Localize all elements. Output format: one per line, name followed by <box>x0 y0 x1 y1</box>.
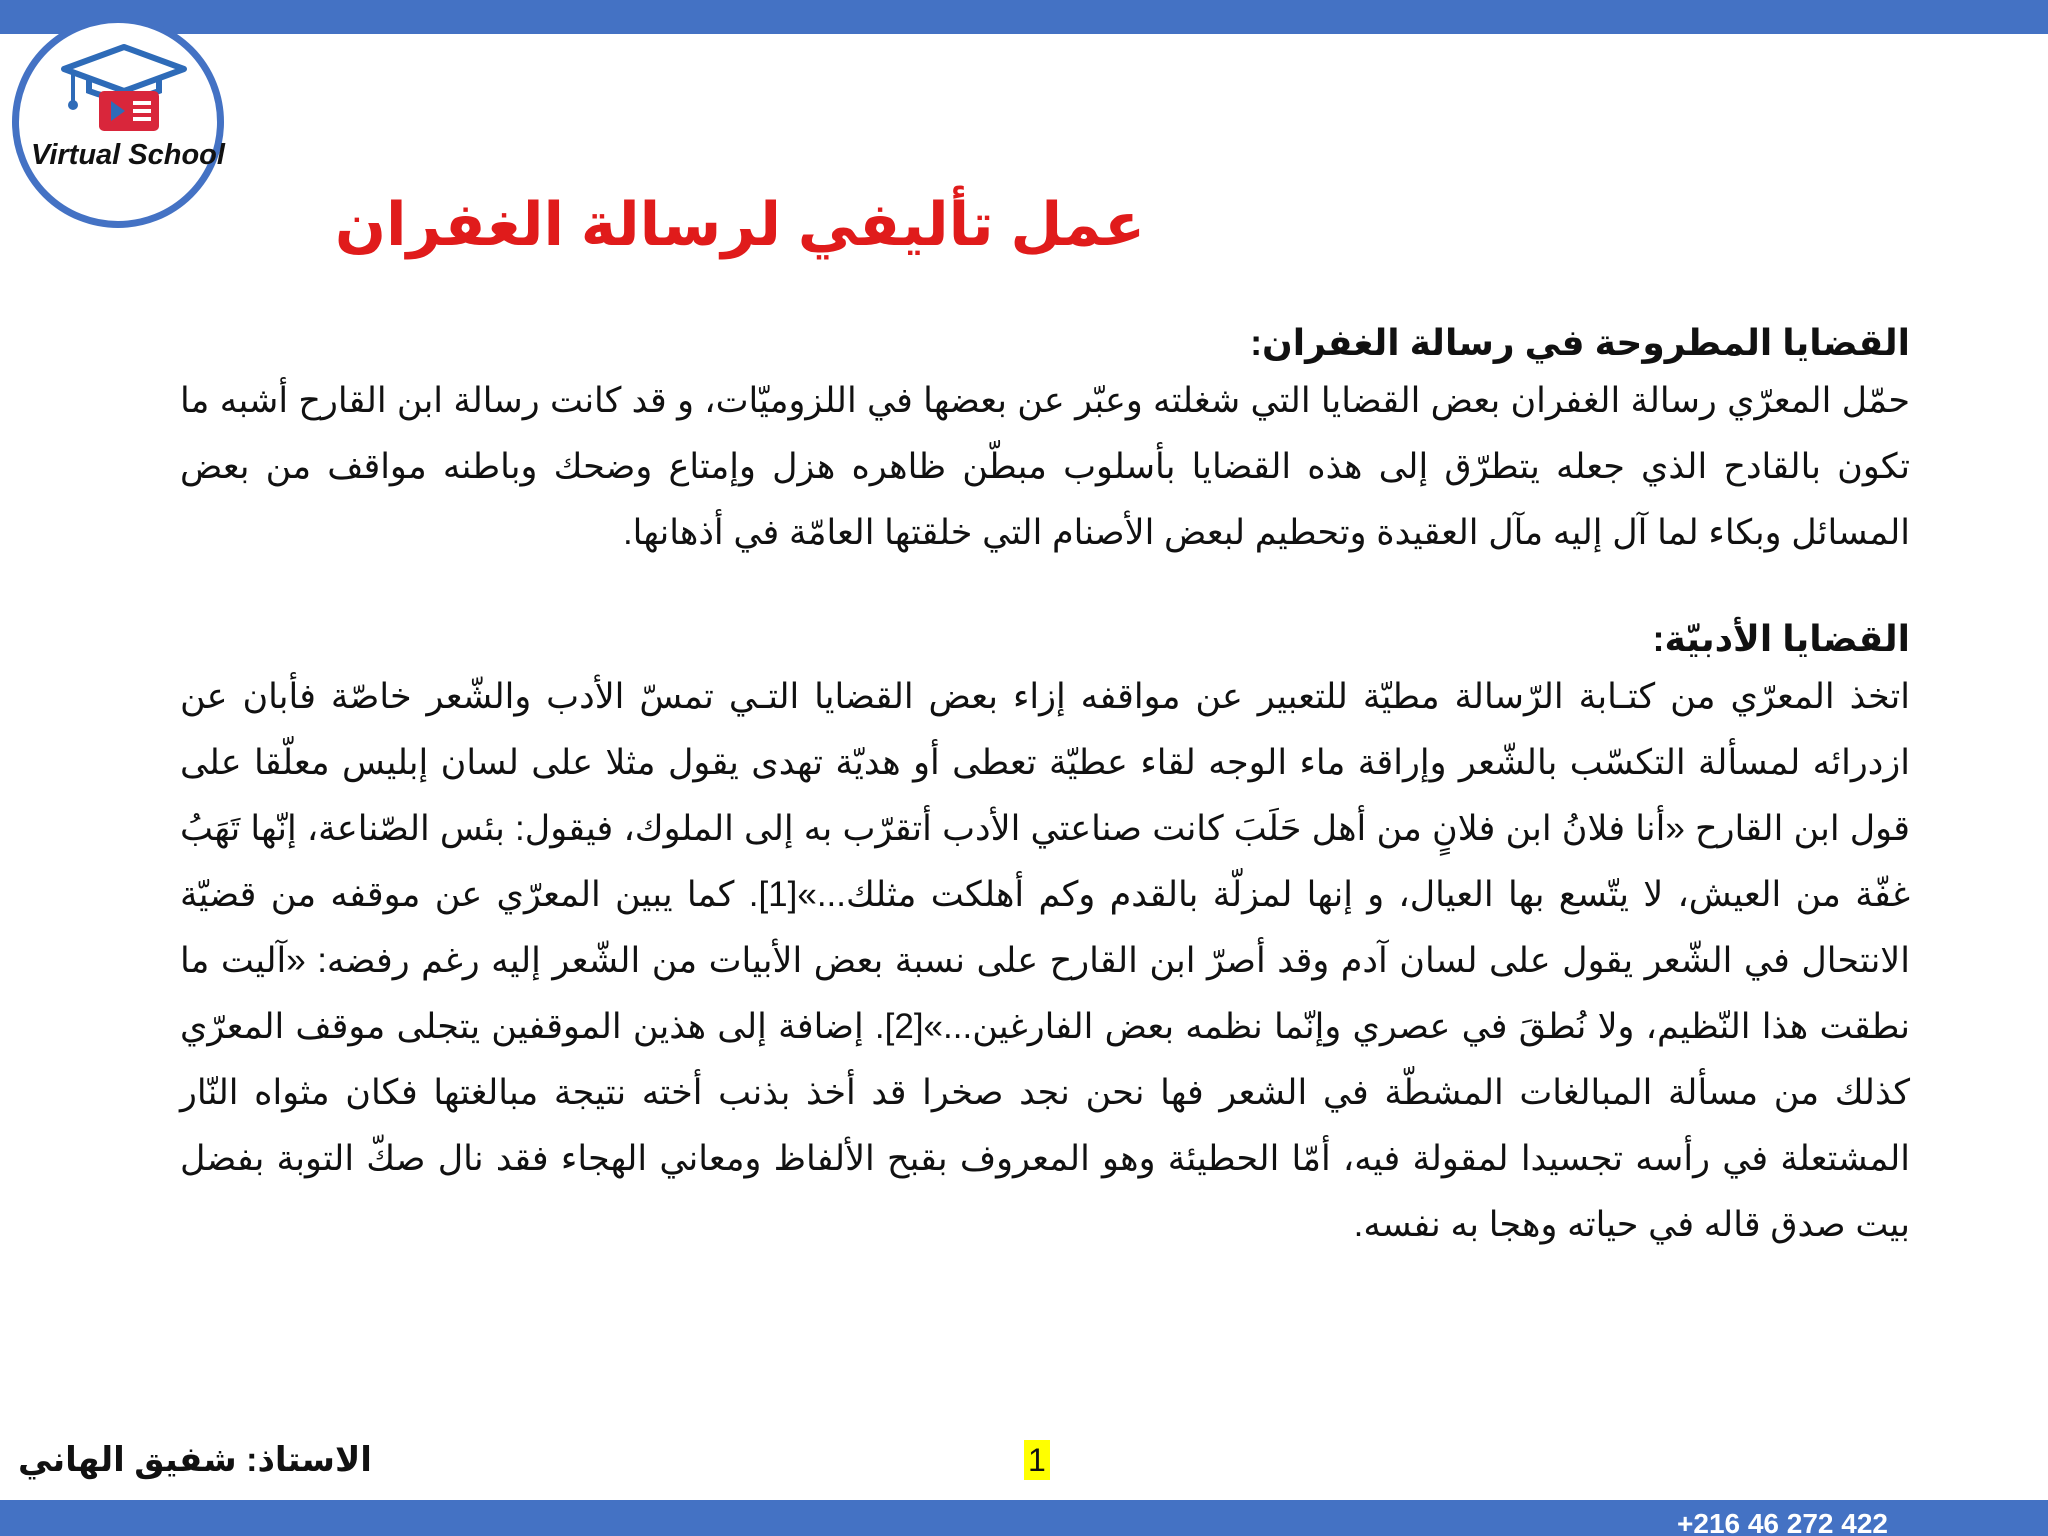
page-title: عمل تأليفي لرسالة الغفران <box>334 191 1146 258</box>
phone-number: +216 46 272 422 <box>1677 1508 1888 1536</box>
logo-text: Virtual School <box>31 139 225 171</box>
section-heading: القضايا المطروحة في رسالة الغفران: <box>1250 322 1910 363</box>
section-paragraph: اتخذ المعرّي من كتـابة الرّسالة مطيّة للتعبير عن مواقفه إزاء بعض القضايا التـي تمسّ الأدب والشّعر خاصّة فأبان عن ازدرائه لمسألة التكسّب بالشّعر وإراقة ماء الوجه لقاء عطيّة تعطى أو هديّة تهدى يقول مثلا على لسان إبليس معلّقا على قول ابن القارح «أنا فلانُ ابن فلانٍ من أهل حَلَبَ كانت صناعتي الأدب أتقرّب به إلى الملوك، فيقول: بئس الصّناعة، إنّها تَهَبُ غفّة من العيش، لا يتّسع بها العيال، و إنها لمزلّة بالقدم وكم أهلكت مثلك...»[1]. كما يبين المعرّي عن موقفه من قضيّة الانتحال في الشّعر يقول على لسان آدم وقد أصرّ ابن القارح على نسبة بعض الأبيات من الشّعر إليه رغم رفضه: «آليت ما نطقت هذا النّظيم، ولا نُطقَ في عصري وإنّما نظمه بعض الفارغين...»[2]. إضافة إلى هذين الموقفين يتجلى موقف المعرّي كذلك من مسألة المبالغات المشطّة في الشعر فها نحن نجد صخرا قد أخذ بذنب أخته نتيجة مبالغتها فكان مثواه النّار المشتعلة في رأسه تجسيدا لمقولة فيه، أمّا الحطيئة وهو المعروف بقبح الألفاظ ومعاني الهجاء فقد نال صكّ التوبة بفضل بيت صدق قاله في حياته وهجا به نفسه. <box>180 677 1910 1244</box>
section-spacer <box>180 566 1910 614</box>
page-number: 1 <box>1024 1440 1050 1480</box>
bottom-banner <box>0 1500 2048 1536</box>
teacher-name: الاستاذ: شفيق الهاني <box>18 1441 372 1479</box>
section-paragraph: حمّل المعرّي رسالة الغفران بعض القضايا التي شغلته وعبّر عن بعضها في اللزوميّات، و قد كانت رسالة ابن القارح أشبه ما تكون بالقادح الذي جعله يتطرّق إلى هذه القضايا بأسلوب مبطّن ظاهره هزل وإمتاع وضحك وباطنه مواقف من بعض المسائل وبكاء لما آل إليه مآل العقيدة وتحطيم لبعض الأصنام التي خلقتها العامّة في أذهانها. <box>180 381 1910 552</box>
top-banner <box>0 0 2048 34</box>
section-heading: القضايا الأدبيّة: <box>1652 618 1910 659</box>
graduation-cap-book-icon <box>59 41 189 141</box>
document-body <box>180 318 1910 1258</box>
